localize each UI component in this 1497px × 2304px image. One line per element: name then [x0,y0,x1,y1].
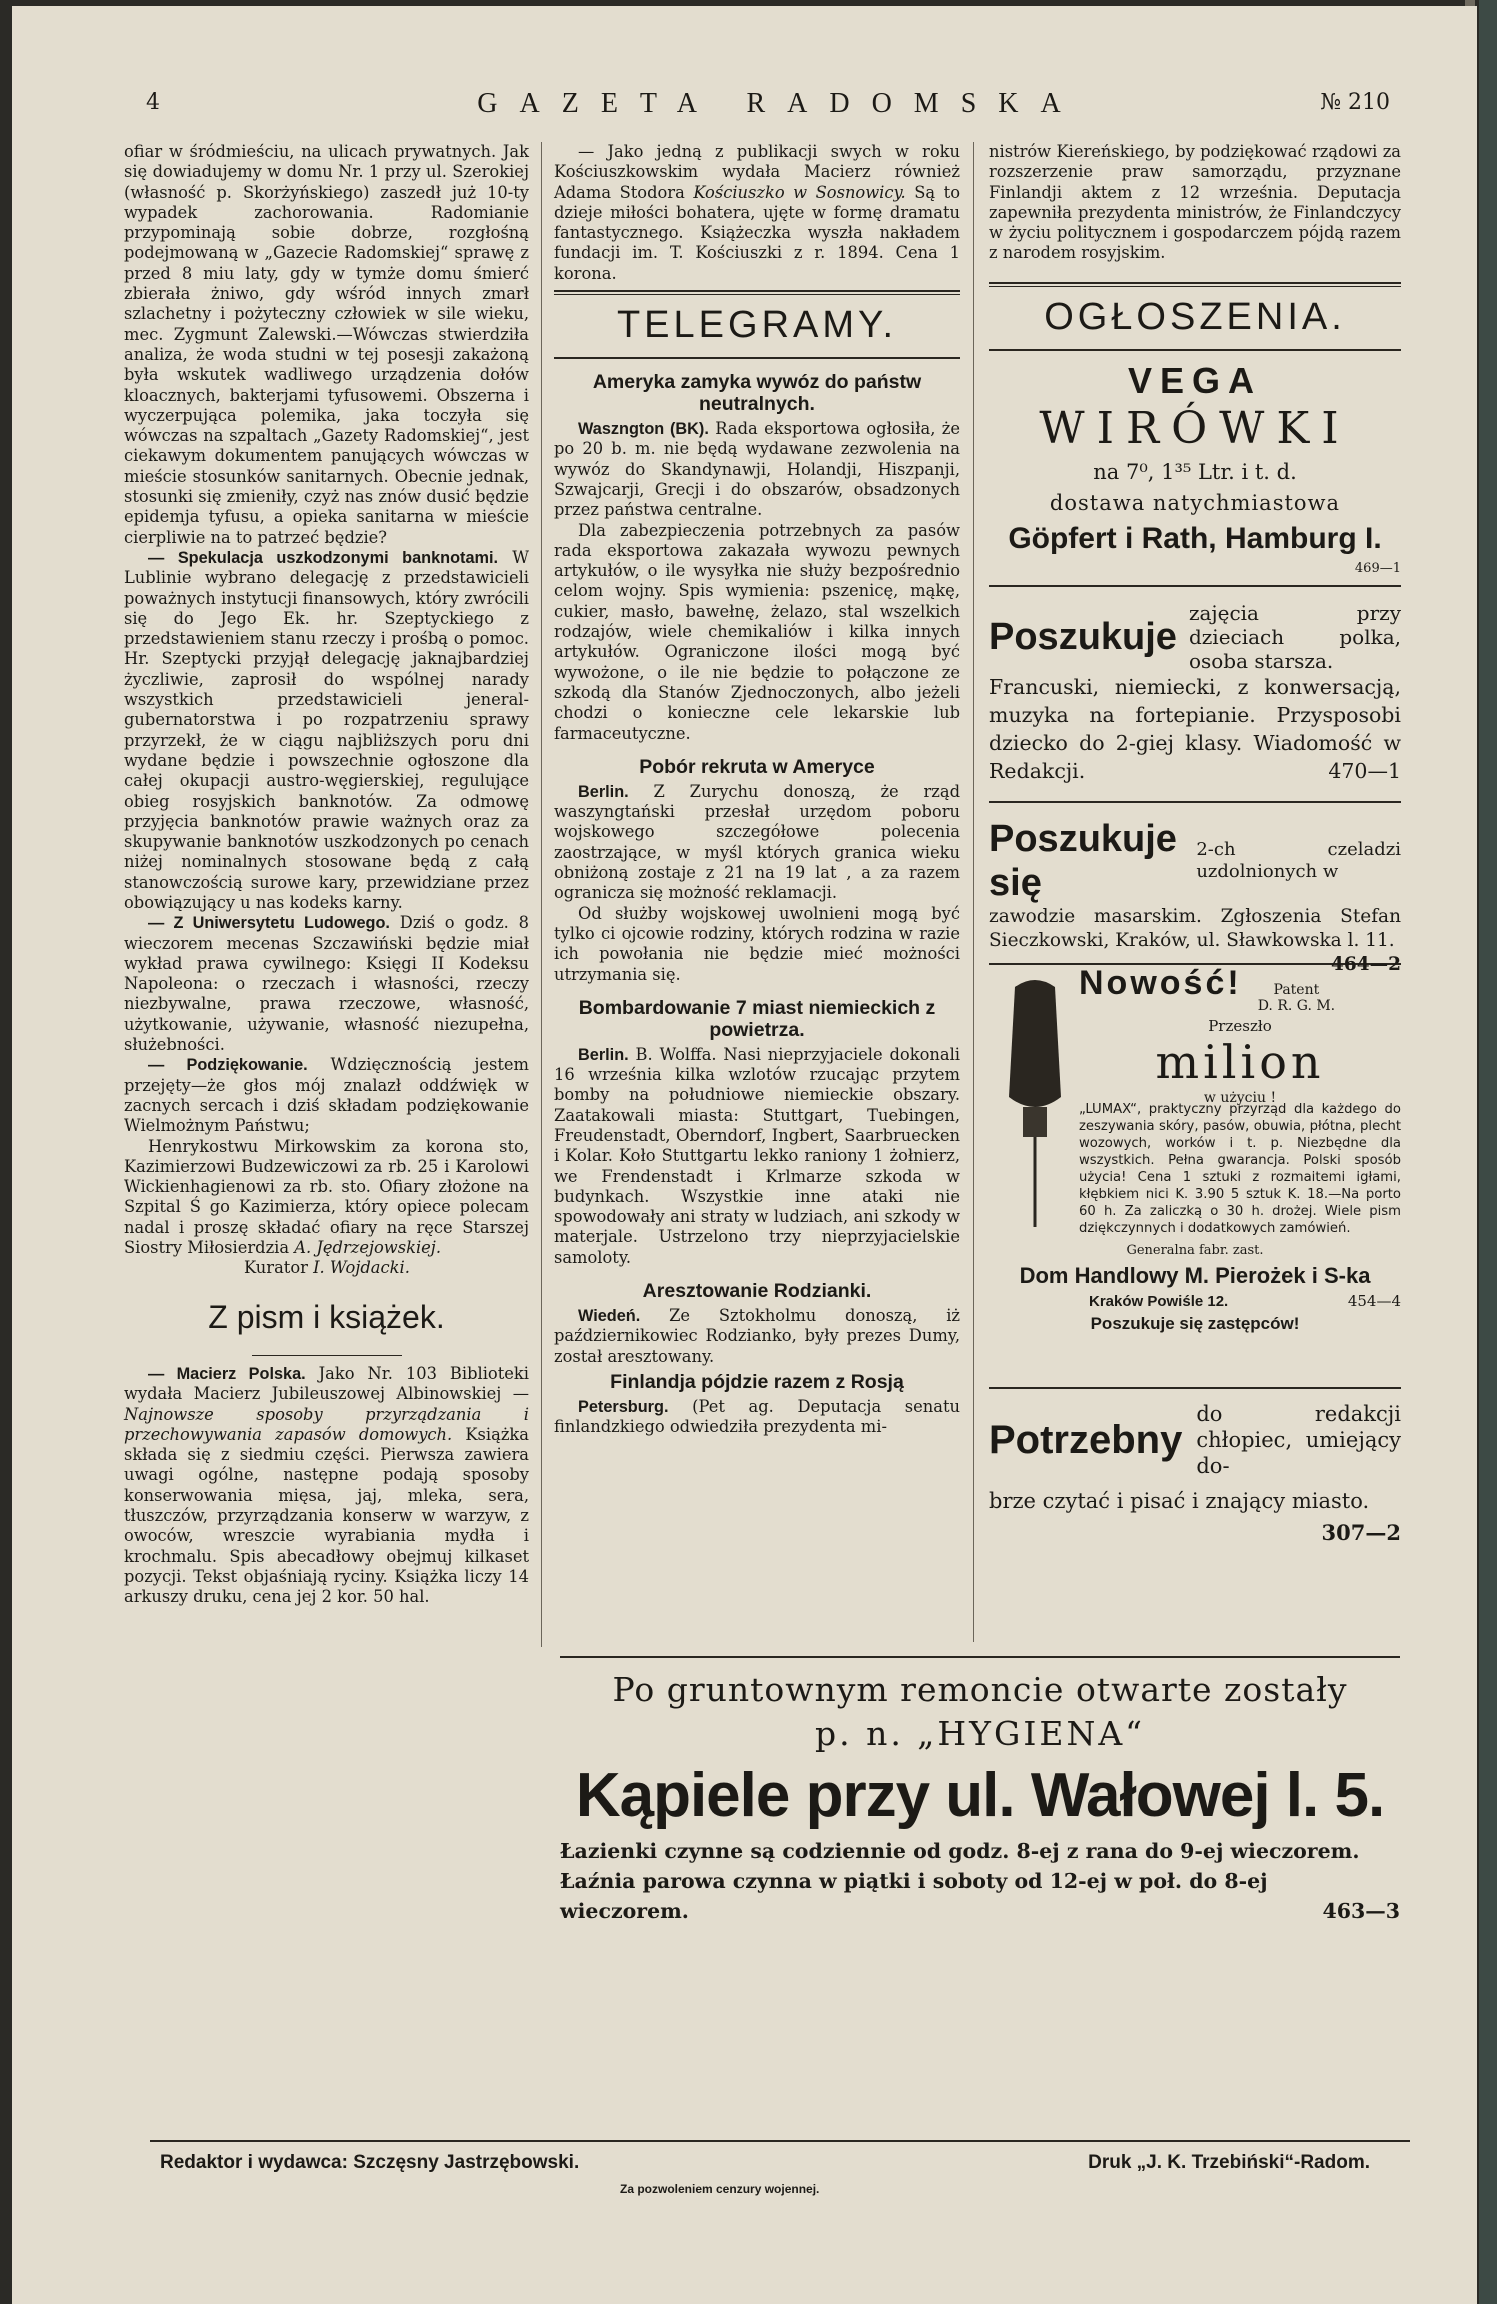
telegram-heading: Bombardowanie 7 miast niemieckich z powietrza. [578,996,936,1041]
ad-errand-boy [989,1401,1401,1546]
article-text: Wdzięcznością jestem przejęty—że głos mój znalazł oddźwięk w zacnych sercach i dziś składam podziękowanie Wielmożnym Państwu; [124,1055,529,1136]
ad-wanted: Poszukuje się zastępców! [1090,1314,1300,1334]
divider [554,290,960,292]
divider [560,1656,1400,1658]
newspaper-title: GAZETA RADOMSKA [477,88,1083,119]
section-title: TELEGRAMY. [616,304,898,347]
ad-big-word: Poszukuje [989,616,1177,659]
ad-line: Łazienki czynne są codziennie od godz. 8-ej z rana do 9-ej wieczorem. [560,1839,1360,1863]
divider [554,294,960,295]
article-text: Książka składa się z siedmiu części. Pierwsza zawiera uwagi ogólne, następne podają sposoby konserwowania mięsa, jaj, mleka, sera, tłuszczów, przyrządzania konserw w warzyw, z owoców, wreszcie wyrabiania mydła i krochmalu. Spis abecadłowy obejmuj kilkaset pozycji. Tekst objaśniają ryciny. Książka liczy 14 arkuszy druku, cena jej 2 kor. 50 hal. [124,1424,529,1607]
ad-line: Przeszło [1208,1017,1272,1036]
ad-text: „LUMAX“, praktyczny przyrząd dla każdego do zeszywania skóry, pasów, obuwia, płótna, plecht wozowych, worków i t. p. Niezbędne dla wszystkich. Pełna gwarancja. Polski sposób użycia! Cena 1 sztuki z rozmaitemi igłami, kłębkiem nici K. 3.90 5 sztuk K. 18.—Na porto 60 h. Za zaliczką o 30 h. drożej. Wiele pism dziękczynnych i dodatkowych zamówień. [1079,1102,1401,1237]
article [554,142,960,284]
article-text: Jako Nr. 103 Biblioteki wydała Macierz Jubileuszowej Albinowskiej — [124,1363,529,1404]
telegram-text: (Pet ag. Deputacja senatu finlandzkiego odwiedziła prezydenta mi- [554,1396,960,1437]
ad-milion: milion [1155,1035,1325,1090]
ad-side-text: 2-ch czeladzi uzdolnionych w [1196,839,1401,883]
article [124,1364,529,1608]
telegram-place: Wiedeń. [578,1307,641,1326]
section-title: OGŁOSZENIA. [1044,295,1346,338]
article-text: Dziś o godz. 8 wieczorem mecenas Szczawiński będzie miał wykład prawa cywilnego: Księgi II Kodeksu Napoleona: o rzeczach i własności, rzeczy niezbywalne, prawa rzeczowe, własność, użytkowanie, używanie, własność niezupełna, służebności. [124,913,530,1055]
article-text: — Jako jedną z publikacji swych w roku Kościuszkowskim wydała Macierz również Adama Stodora [554,142,960,202]
issue-number: № 210 [1320,90,1390,115]
ad-line: dostawa natychmiastowa [1049,490,1341,515]
ad-text: brze czytać i pisać i znający miasto. 307—2 [989,1485,1401,1517]
ad-text: zawodzie masarskim. Zgłoszenia Stefan Sieczkowski, Kraków, ul. Sławkowska l. 11. 464—2 [989,906,1401,976]
section-title: Z pism i książek. [208,1298,445,1335]
ad-vega [989,361,1401,579]
ad-nowosc: Nowość! [1079,964,1242,1003]
page-footer [150,2140,1410,2200]
ad-butcher [989,817,1401,976]
article-text: Są to dzieje miłości bohatera, ujęte w formę dramatu fantastycznego. Książeczka wyszła nakładem fundacji im. T. Kościuszki z r. 1894. Cena 1 korona. [554,182,960,283]
signature-line [124,1258,529,1278]
divider [989,282,1401,284]
telegram-text: Ze Sztokholmu donoszą, iż październikowiec Rodzianko, były prezes Dumy, został aresztowany. [554,1306,960,1366]
article-heading: — Z Uniwersytetu Ludowego. [148,914,390,933]
telegram-heading: Aresztowanie Rodzianki. [642,1280,872,1303]
telegram-place: Berlin. [578,782,629,801]
ad-line: p. n. „HYGIENA“ [814,1714,1146,1753]
ad-line: w użyciu ! [1203,1090,1277,1107]
ad-big-word: Potrzebny [989,1418,1183,1463]
telegram-place: Waszngton (BK). [578,420,709,439]
telegram-heading: Finlandja pójdzie razem z Rosją [610,1370,904,1393]
telegram-heading: Pobór rekruta w Ameryce [639,755,875,778]
divider [989,801,1401,803]
printer-line: Druk „J. K. Trzebiński“-Radom. [1088,2152,1370,2173]
ad-code: 464—2 [1331,954,1401,976]
divider [989,1387,1401,1389]
column-rule [973,142,974,1642]
article [124,1137,529,1259]
page-edge [1479,0,1497,2304]
article-heading: — Macierz Polska. [148,1364,306,1383]
telegram [554,1045,960,1268]
column-2 [554,142,960,1438]
ad-line: Po gruntownym remoncie otwarte zostały [612,1670,1348,1709]
article [124,913,529,1055]
telegram [554,782,960,904]
divider [989,349,1401,351]
ad-code: 469—1 [1354,560,1401,576]
article [124,548,529,913]
ad-company: Dom Handlowy M. Pierożek i S-ka [1019,1263,1371,1289]
ad-code: 307—2 [1321,1520,1401,1546]
ad-title: WIRÓWKI [1039,402,1351,454]
ad-big-word: Poszukuje się [989,818,1177,905]
telegram-heading: Ameryka zamyka wywóz do państw neutralnych. [592,371,922,416]
ad-code: 454—4 [1347,1292,1401,1311]
article-text: ofiar w śródmieściu, na ulicach prywatnych. Jak się dowiadujemy w domu Nr. 1 przy ul. Szerokiej (własność p. Skorżyńskiego) zaszedł już 10-ty wypadek zachorowania. Radomianie przypominają sobie dobrze, rozgłośną podejmowaną w „Gazecie Radomskiej“ sprawę z przed 8 miu laty, gdy w tymże domu śmierć zbierała żniwo, gdy wśród innych zmarł szlachetny i pożyteczny człowiek w sile wieku, mec. Zygmunt Zalewski.—Wówczas stwierdziła analiza, że woda studni w tej posesji zakażoną była wskutek wadliwego urządzenia dołów kloacznych, bakterjami tyfusowemi. Obszerna i wyczerpująca polemika, jaka toczyła się wówczas na szpaltach „Gazety Radomskiej“, jest ciekawym dokumentem panujących wówczas w mieście stosunków sanitarnych. Obecnie jednak, stosunki się zmieniły, czyż nas znów dusić będzie epidemja tyfusu, a opieka sanitarna w mieście cierpliwie na to patrzeć będzie? [124,142,529,547]
book-title: Najnowsze sposoby przyrządzania i przechowywania zapasów domowych. [124,1404,529,1444]
signature-label: Kurator [244,1258,308,1278]
editor-line: Redaktor i wydawca: Szczęsny Jastrzębowski. [160,2152,580,2173]
ad-headline: Kąpiele przy ul. Wałowej l. 5. [575,1761,1385,1830]
telegram-text: Dla zabezpieczenia potrzebnych za pasów rada eksportowa zakazała wywozu pewnych artykułów, o ile wysyłka nie służy bezpośrednio celom wojny. Spis wymienia: pszenicę, mąkę, cukier, masło, bawełnę, żelazo, stal wszelkich rodzajów, wiele chemikaliów i kilka innych artykułów. Ograniczone ilości mogą być wywożone, o ile nie będzie to połączone ze szkodą dla Stanów Zjednoczonych, albo jeżeli chodzi o konieczne cele lekarskie lub farmaceutyczne. [554,520,960,743]
ad-patent: Patent D. R. G. M. [1257,982,1336,1015]
ad-code: 463—3 [1322,1899,1400,1923]
ad-code: 470—1 [1328,759,1401,784]
ad-line: Generalna fabr. zast. [1126,1243,1264,1259]
signature-name: I. Wojdacki. [313,1258,410,1278]
telegram [554,1397,960,1438]
divider [989,585,1401,587]
divider [554,357,960,359]
ad-tutor [989,601,1401,785]
ad-line: na 7⁰, 1³⁵ Ltr. i t. d. [1093,459,1297,484]
telegram-text: Od służby wojskowej uwolnieni mogą być tylko ci ojcowie rodziny, których rodzina w razie ich powołania nie będzie mieć możności utrzymania się. [554,903,960,984]
page-number: 4 [146,90,160,115]
telegram-text: Rada eksportowa ogłosiła, że po 20 b. m. nie będą wydawane zezwolenia na wywóz do Skandynawji, Holandji, Hiszpanji, Szwajcarji, Grecji i do obszarów, obsadzonych przez państwa centralne. [554,419,960,520]
ad-address-line: Kraków Powiśle 12. 454—4 [1089,1292,1401,1311]
telegram-place: Petersburg. [578,1397,669,1416]
divider [150,2140,1410,2142]
article-text: W Lublinie wybrano delegację z przedstawicieli poważnych instytucji finansowych, który zwrócili się do Jego Ek. hr. Szeptyckiego z przedstawieniem stanu rzeczy i prośbą o pomoc. Hr. Szeptycki przyjął delegację jaknajbardziej życzliwie, zaprosił do wspólnej narady wszystkich przedstawicieli jeneral-gubernatorstwa i po rozpatrzeniu sprawy przyrzekł, że w ciągu najbliższych poru dni wydane będzie i powszechnie ogłoszone dla całej okupacji austro-węgierskiej, regulujące obieg rosyjskich banknotów. Za odmowę przyjęcia banknotów prawie ważnych oraz za skupywanie banknotów uszkodzonych po cenach niżej nominalnych stosowane będą z całą stanowczością surowe kary, przewidziane przez obowiązujący u nas kodeks karny. [124,547,529,912]
ad-brand: VEGA [1127,359,1263,401]
article-text: nistrów Kiereńskiego, by podziękować rządowi za rozszerzenie praw samorządu, przyznane Finlandji aktem z 12 września. Deputacja zapewniła prezydenta ministrów, że Finlandczycy w życiu politycznem i gospodarczem pójdą razem z narodem rosyjskim. [989,142,1401,263]
column-1 [124,142,529,1607]
column-3 [989,142,1401,1549]
signature: A. Jędrzejowskiej. [294,1238,442,1258]
ad-side-text: zajęcia przy dzieciach polka, osoba starsza. [1188,601,1401,674]
awl-tool-icon [995,977,1075,1237]
telegram-text: B. Wolffa. Nasi nieprzyjaciele dokonali 16 września kilka wzlotów rzucając przytem bomby na południowe niemieckie obszary. Zaatakowali miasta: Stuttgart, Tuebingen, Freudenstadt, Oberndorf, Ingbert, Saarbruecken i Kolar. Koło Stuttgartu lekko raniony 1 żołnierz, we Frendenstadt i Krlmarze szkoda w budynkach. Wszystkie inne ataki nie spowodowały ani straty w ludziach, ani szkody w materjale. Ustrzelono trzy nieprzyjacielskie samoloty. [554,1044,960,1267]
article-text: Henrykostwu Mirkowskim za korona sto, Kazimierzowi Budzewiczowi za rb. 25 i Karolowi Wickienhagienowi za rb. sto. Ofiary złożone na Szpital Ś go Kazimierza, który opiece polecam nadal i proszę składać ofiary na ręce Starszej Siostry Miłosierdzia [124,1136,529,1258]
page-header [120,88,1390,128]
column-rule [541,142,542,1647]
ad-side-text: do redakcji chłopiec, umiejący do- [1196,1402,1401,1479]
article-heading: — Spekulacja uszkodzonymi banknotami. [148,548,499,567]
book-title: Kościuszko w Sosnowicy. [693,182,906,202]
ad-hygiena [560,1650,1400,1926]
article-heading: — Podziękowanie. [148,1056,308,1075]
telegram-place: Berlin. [578,1045,629,1064]
censor-line: Za pozwoleniem cenzury wojennej. [620,2182,820,2196]
telegram-text: Z Zurychu donoszą, że rząd waszyngtański przesłał urzędom poboru wojskowego szczegółowe polecenia zaostrzające, w myśl których granica wieku obniżoną zostaje z 21 na 19 lat , a za razem ogranicza się możność reklamacji. [554,781,960,903]
ad-text: Francuski, niemiecki, z konwersacją, muzyka na fortepianie. Przysposobi dziecko do 2-giej klasy. Wiadomość w Redakcji. 470—1 [989,675,1401,784]
ad-line: Łaźnia parowa czynna w piątki i soboty od 12-ej w poł. do 8-ej wieczorem. 463—3 [560,1866,1400,1926]
divider [252,1355,402,1356]
telegram [554,1306,960,1367]
divider [989,286,1401,287]
article [124,1055,529,1136]
telegram [554,419,960,520]
ad-company: Göpfert i Rath, Hamburg I. [1008,521,1382,555]
